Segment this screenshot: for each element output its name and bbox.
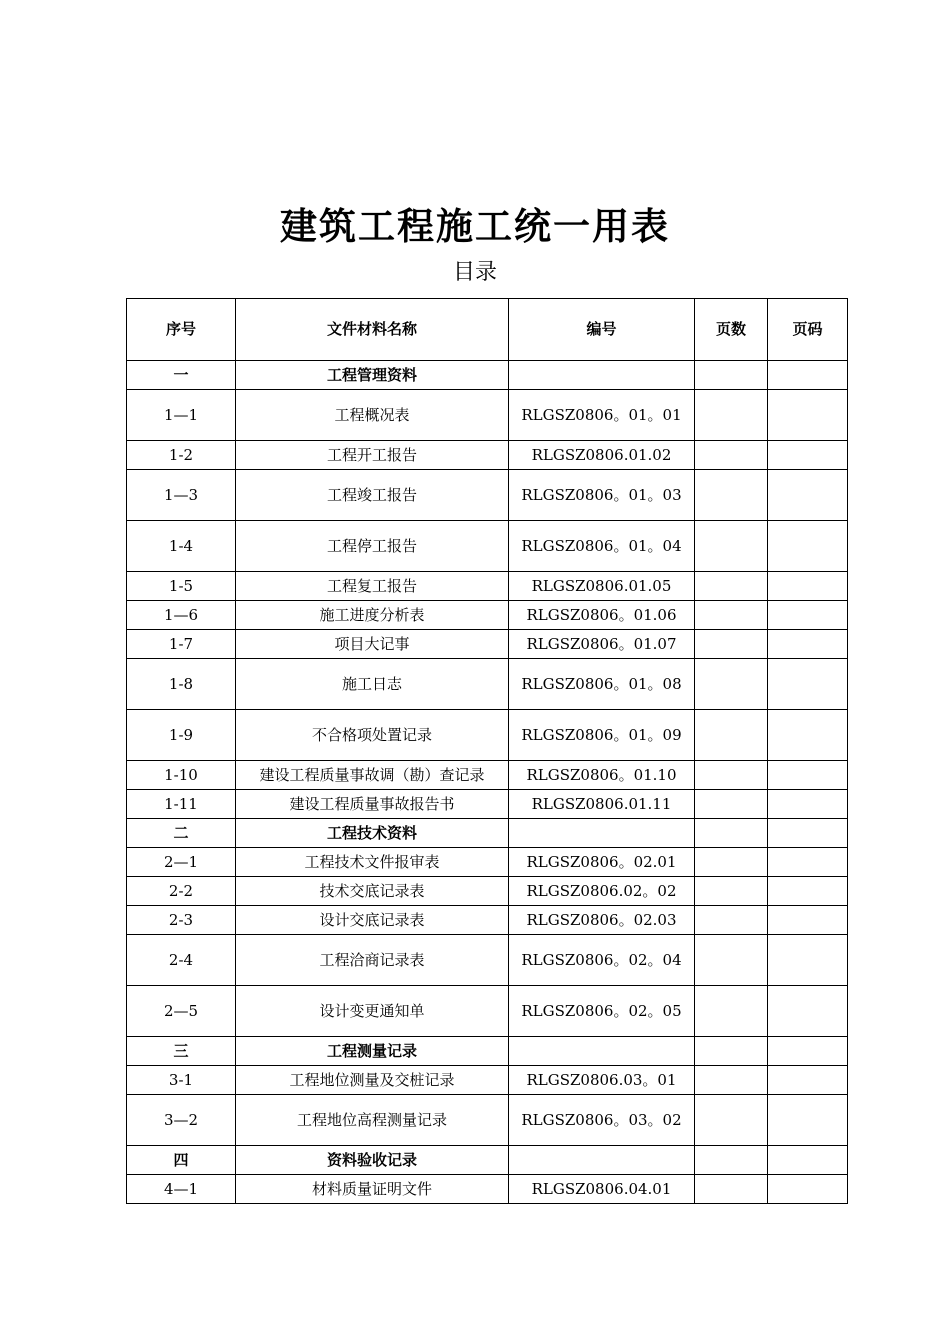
cell-pages (695, 848, 768, 877)
cell-page-no (768, 521, 848, 572)
cell-code: RLGSZ0806.01.05 (509, 572, 695, 601)
cell-code (509, 361, 695, 390)
cell-seq: 2-4 (127, 935, 236, 986)
cell-seq: 2—1 (127, 848, 236, 877)
cell-code (509, 1037, 695, 1066)
cell-code: RLGSZ0806。02.01 (509, 848, 695, 877)
cell-pages (695, 710, 768, 761)
cell-pages (695, 986, 768, 1037)
cell-seq: 二 (127, 819, 236, 848)
cell-page-no (768, 935, 848, 986)
cell-pages (695, 790, 768, 819)
cell-pages (695, 572, 768, 601)
cell-code: RLGSZ0806.02。02 (509, 877, 695, 906)
cell-page-no (768, 572, 848, 601)
header-name: 文件材料名称 (236, 299, 509, 361)
cell-pages (695, 470, 768, 521)
cell-page-no (768, 470, 848, 521)
cell-code: RLGSZ0806。02。05 (509, 986, 695, 1037)
table-row (127, 906, 848, 935)
cell-code: RLGSZ0806.04.01 (509, 1175, 695, 1204)
cell-seq: 3—2 (127, 1095, 236, 1146)
cell-seq: 1—1 (127, 390, 236, 441)
table-row (127, 630, 848, 659)
cell-seq: 2-3 (127, 906, 236, 935)
cell-seq: 4—1 (127, 1175, 236, 1204)
cell-seq: 3-1 (127, 1066, 236, 1095)
cell-pages (695, 1095, 768, 1146)
cell-pages (695, 361, 768, 390)
document-subtitle: 目录 (452, 260, 497, 285)
cell-seq: 1-8 (127, 659, 236, 710)
cell-code: RLGSZ0806。01。09 (509, 710, 695, 761)
table-body (127, 361, 848, 1204)
section-row (127, 819, 848, 848)
cell-seq: 1-10 (127, 761, 236, 790)
cell-page-no (768, 361, 848, 390)
table-row (127, 790, 848, 819)
cell-name: 工程管理资料 (236, 361, 509, 390)
table-row (127, 710, 848, 761)
cell-code: RLGSZ0806.01.11 (509, 790, 695, 819)
cell-code: RLGSZ0806。03。02 (509, 1095, 695, 1146)
table-row (127, 601, 848, 630)
cell-code: RLGSZ0806。02。04 (509, 935, 695, 986)
table-row (127, 659, 848, 710)
table-row (127, 390, 848, 441)
cell-page-no (768, 986, 848, 1037)
table-row (127, 986, 848, 1037)
cell-code: RLGSZ0806.03。01 (509, 1066, 695, 1095)
cell-seq: 1-7 (127, 630, 236, 659)
cell-name: 工程概况表 (236, 390, 509, 441)
cell-name: 不合格项处置记录 (236, 710, 509, 761)
cell-page-no (768, 1175, 848, 1204)
cell-name: 工程停工报告 (236, 521, 509, 572)
cell-code: RLGSZ0806。01.06 (509, 601, 695, 630)
cell-pages (695, 659, 768, 710)
table-row (127, 877, 848, 906)
cell-name: 设计变更通知单 (236, 986, 509, 1037)
cell-pages (695, 1146, 768, 1175)
table-row (127, 572, 848, 601)
cell-name: 工程技术资料 (236, 819, 509, 848)
cell-pages (695, 877, 768, 906)
contents-table (126, 298, 848, 1204)
cell-seq: 1-2 (127, 441, 236, 470)
cell-name: 技术交底记录表 (236, 877, 509, 906)
cell-pages (695, 441, 768, 470)
cell-pages (695, 935, 768, 986)
cell-seq: 1-4 (127, 521, 236, 572)
cell-seq: 一 (127, 361, 236, 390)
table-row (127, 761, 848, 790)
cell-page-no (768, 1037, 848, 1066)
cell-page-no (768, 601, 848, 630)
cell-page-no (768, 1146, 848, 1175)
cell-name: 设计交底记录表 (236, 906, 509, 935)
cell-pages (695, 819, 768, 848)
cell-seq: 1—3 (127, 470, 236, 521)
cell-name: 施工日志 (236, 659, 509, 710)
cell-pages (695, 521, 768, 572)
cell-seq: 1-11 (127, 790, 236, 819)
cell-code (509, 819, 695, 848)
cell-pages (695, 906, 768, 935)
cell-code: RLGSZ0806。01。04 (509, 521, 695, 572)
cell-code: RLGSZ0806。01。01 (509, 390, 695, 441)
table-row (127, 470, 848, 521)
cell-name: 工程测量记录 (236, 1037, 509, 1066)
cell-page-no (768, 659, 848, 710)
cell-seq: 2—5 (127, 986, 236, 1037)
header-pages: 页数 (695, 299, 768, 361)
header-page-no: 页码 (768, 299, 848, 361)
cell-page-no (768, 906, 848, 935)
cell-page-no (768, 1095, 848, 1146)
cell-code: RLGSZ0806。01.10 (509, 761, 695, 790)
cell-seq: 四 (127, 1146, 236, 1175)
cell-page-no (768, 1066, 848, 1095)
cell-name: 工程竣工报告 (236, 470, 509, 521)
cell-pages (695, 390, 768, 441)
cell-pages (695, 630, 768, 659)
cell-name: 建设工程质量事故报告书 (236, 790, 509, 819)
cell-page-no (768, 710, 848, 761)
cell-name: 建设工程质量事故调（勘）查记录 (236, 761, 509, 790)
table-header-row (127, 299, 848, 361)
table-row (127, 1175, 848, 1204)
cell-seq: 1—6 (127, 601, 236, 630)
cell-seq: 三 (127, 1037, 236, 1066)
cell-pages (695, 1037, 768, 1066)
table-row (127, 848, 848, 877)
cell-page-no (768, 761, 848, 790)
cell-name: 工程复工报告 (236, 572, 509, 601)
header-code: 编号 (509, 299, 695, 361)
cell-page-no (768, 390, 848, 441)
cell-name: 项目大记事 (236, 630, 509, 659)
section-row (127, 1146, 848, 1175)
document-title: 建筑工程施工统一用表 (280, 204, 670, 248)
cell-code (509, 1146, 695, 1175)
table-row (127, 1095, 848, 1146)
cell-name: 材料质量证明文件 (236, 1175, 509, 1204)
table-row (127, 935, 848, 986)
cell-name: 工程开工报告 (236, 441, 509, 470)
cell-name: 施工进度分析表 (236, 601, 509, 630)
cell-page-no (768, 848, 848, 877)
cell-name: 工程地位高程测量记录 (236, 1095, 509, 1146)
cell-seq: 2-2 (127, 877, 236, 906)
cell-name: 资料验收记录 (236, 1146, 509, 1175)
cell-name: 工程地位测量及交桩记录 (236, 1066, 509, 1095)
cell-code: RLGSZ0806。01。08 (509, 659, 695, 710)
table-row (127, 521, 848, 572)
cell-pages (695, 1066, 768, 1095)
cell-code: RLGSZ0806.01.02 (509, 441, 695, 470)
cell-page-no (768, 441, 848, 470)
cell-page-no (768, 790, 848, 819)
cell-pages (695, 601, 768, 630)
section-row (127, 1037, 848, 1066)
cell-page-no (768, 630, 848, 659)
cell-code: RLGSZ0806。01.07 (509, 630, 695, 659)
cell-seq: 1-9 (127, 710, 236, 761)
table-row (127, 441, 848, 470)
cell-code: RLGSZ0806。02.03 (509, 906, 695, 935)
table-row (127, 1066, 848, 1095)
section-row (127, 361, 848, 390)
cell-pages (695, 761, 768, 790)
cell-seq: 1-5 (127, 572, 236, 601)
cell-name: 工程技术文件报审表 (236, 848, 509, 877)
cell-page-no (768, 877, 848, 906)
cell-page-no (768, 819, 848, 848)
cell-code: RLGSZ0806。01。03 (509, 470, 695, 521)
header-seq: 序号 (127, 299, 236, 361)
cell-name: 工程洽商记录表 (236, 935, 509, 986)
cell-pages (695, 1175, 768, 1204)
